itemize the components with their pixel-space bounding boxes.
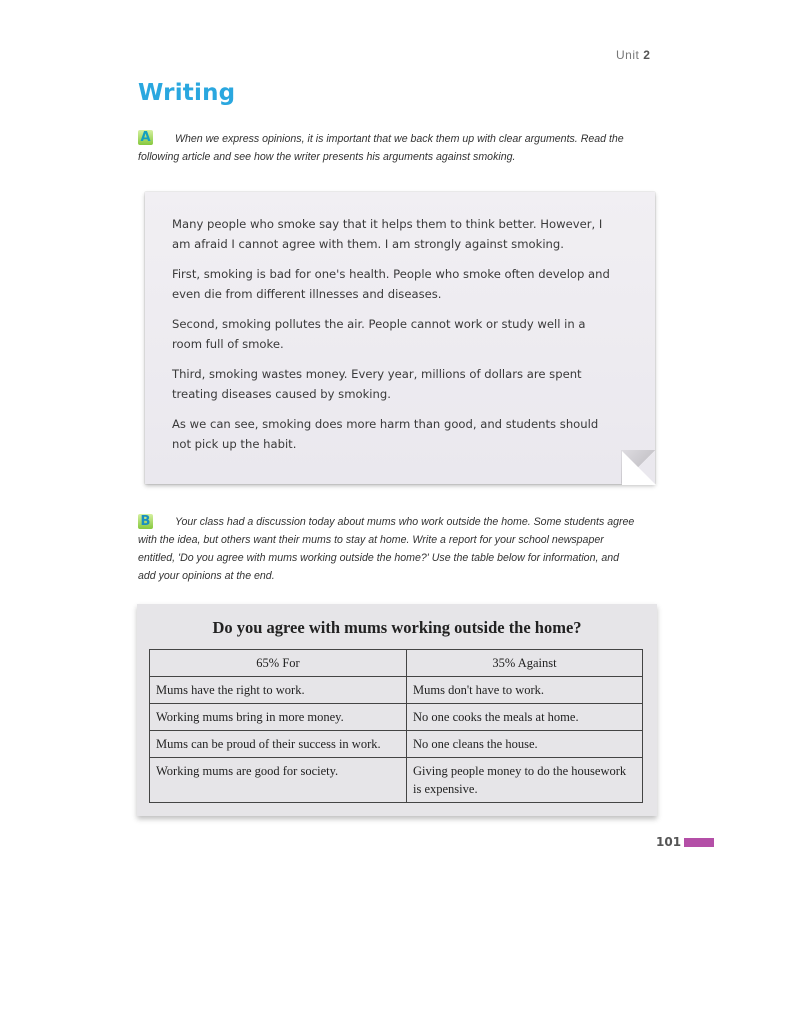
page-number-bar (684, 838, 714, 847)
cell-for: Working mums are good for society. (150, 758, 407, 803)
cell-against: No one cleans the house. (407, 731, 643, 758)
section-b-instruction: Your class had a discussion today about mums who work outside the home. Some students agree with the idea, but others want their mums to stay at home. Write a report for your school newspaper entitled, 'Do you agree with mums working outside the home?' Use the table below for information, and add your opinions at the end. (138, 516, 635, 582)
page-curl-cutout (622, 451, 656, 485)
table-header-row (150, 650, 643, 677)
cell-for: Mums can be proud of their success in work. (150, 731, 407, 758)
unit-number: 2 (643, 48, 651, 62)
cell-against: No one cooks the meals at home. (407, 704, 643, 731)
article-paragraph: Second, smoking pollutes the air. People cannot work or study well in a room full of smoke. (172, 317, 586, 351)
table-card (137, 604, 657, 816)
page-title: Writing (138, 80, 236, 106)
table-row (150, 758, 643, 803)
unit-label (616, 48, 650, 62)
article-paragraph: As we can see, smoking does more harm than good, and students should not pick up the habit. (172, 417, 599, 451)
header-against: 35% Against (407, 650, 643, 677)
table-row (150, 704, 643, 731)
header-for: 65% For (150, 650, 407, 677)
cell-for: Working mums bring in more money. (150, 704, 407, 731)
section-a-instruction: When we express opinions, it is important that we back them up with clear arguments. Read the following article and see how the writer presents his arguments against smoking. (138, 133, 624, 163)
article-card (145, 192, 655, 484)
article-paragraph: First, smoking is bad for one's health. People who smoke often develop and even die from different illnesses and diseases. (172, 267, 610, 301)
article-paragraph: Third, smoking wastes money. Every year, millions of dollars are spent treating diseases caused by smoking. (172, 367, 582, 401)
table-row (150, 731, 643, 758)
opinion-table (149, 649, 643, 803)
cell-against: Giving people money to do the housework is expensive. (407, 758, 643, 803)
section-a-badge: A (138, 130, 153, 145)
table-title: Do you agree with mums working outside the home? (212, 618, 582, 637)
table-row (150, 677, 643, 704)
page-number: 101 (656, 835, 682, 849)
cell-against: Mums don't have to work. (407, 677, 643, 704)
section-b-badge: B (138, 514, 153, 529)
cell-for: Mums have the right to work. (150, 677, 407, 704)
article-paragraph: Many people who smoke say that it helps them to think better. However, I am afraid I cannot agree with them. I am strongly against smoking. (172, 217, 603, 251)
article-text (172, 214, 612, 464)
unit-text: Unit (616, 48, 640, 62)
